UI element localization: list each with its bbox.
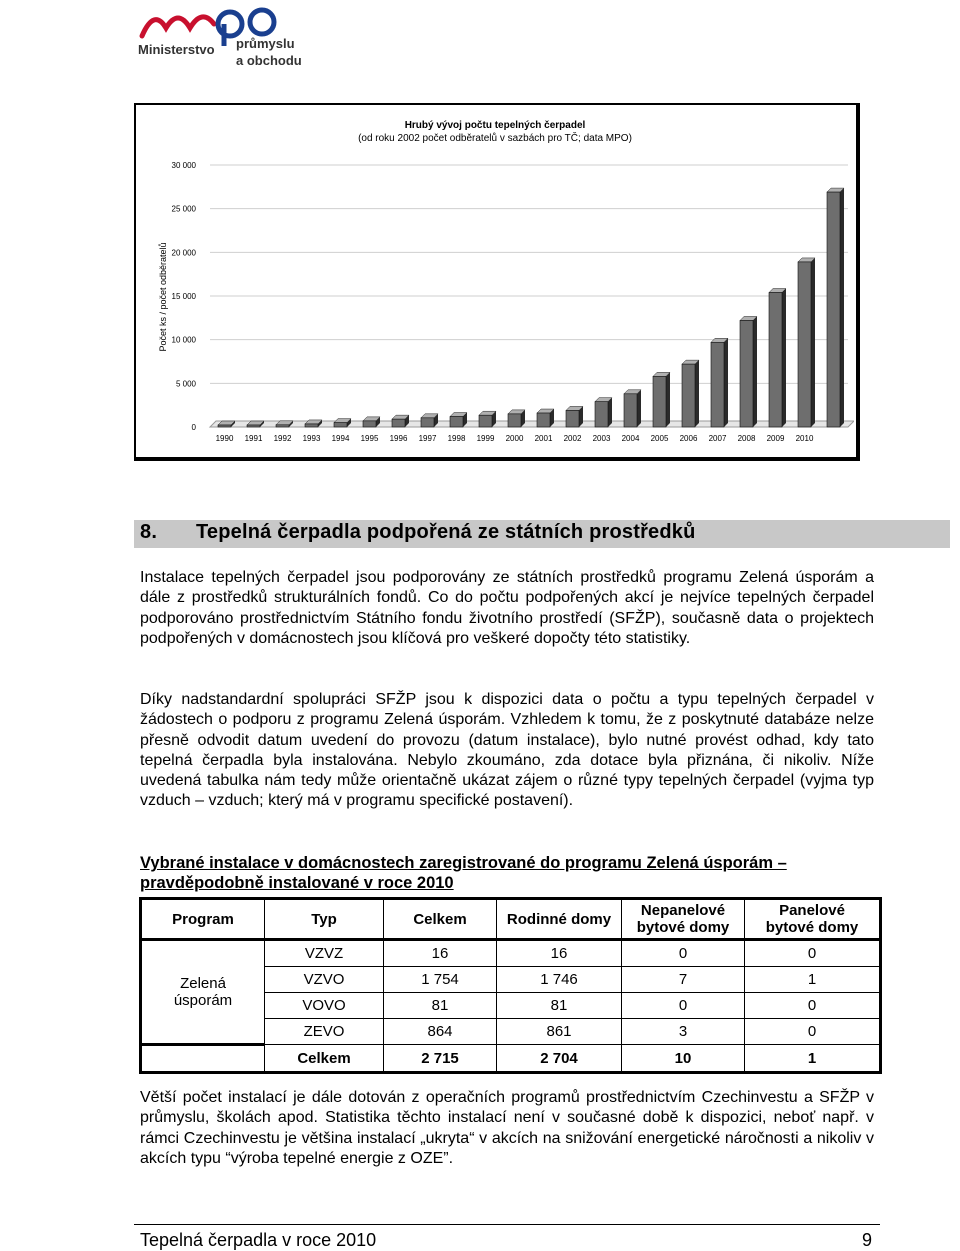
footer-title: Tepelná čerpadla v roce 2010 bbox=[140, 1230, 377, 1250]
bar-side bbox=[608, 398, 612, 427]
y-tick-label: 20 000 bbox=[171, 248, 196, 258]
chart-subtitle: (od roku 2002 počet odběratelů v sazbách pro TČ; data MPO) bbox=[358, 133, 632, 144]
cell-nepanelove: 0 bbox=[622, 940, 745, 967]
bar bbox=[711, 338, 728, 427]
bar-front bbox=[392, 419, 405, 427]
x-tick-label: 2002 bbox=[563, 434, 582, 443]
chart-y-axis-label: Počet ks / počet odběratelů bbox=[158, 242, 168, 352]
section-number: 8. bbox=[140, 521, 158, 543]
bar-front bbox=[334, 423, 347, 427]
bar-front bbox=[566, 410, 579, 427]
x-tick-label: 1993 bbox=[302, 434, 321, 443]
y-tick-label: 0 bbox=[191, 423, 196, 432]
cell-panelove: 0 bbox=[745, 940, 881, 967]
bar-front bbox=[305, 424, 318, 427]
bar-side bbox=[724, 338, 728, 427]
x-tick-label: 2006 bbox=[679, 434, 698, 443]
x-tick-label: 1998 bbox=[447, 434, 466, 443]
cell-typ: VZVZ bbox=[265, 940, 384, 967]
y-tick-label: 10 000 bbox=[171, 335, 196, 345]
bar-front bbox=[653, 376, 666, 427]
cell-nepanelove: 10 bbox=[622, 1045, 745, 1073]
header-celkem: Celkem bbox=[384, 899, 497, 940]
bar bbox=[566, 406, 583, 427]
bar-front bbox=[798, 262, 811, 427]
x-tick-label: 1990 bbox=[215, 434, 234, 443]
header-program: Program bbox=[141, 899, 265, 940]
bar-side bbox=[840, 188, 844, 427]
bar bbox=[827, 188, 844, 427]
bar-side bbox=[637, 390, 641, 427]
bar bbox=[392, 415, 409, 427]
x-tick-label: 1991 bbox=[244, 434, 263, 443]
cell-panelove: 1 bbox=[745, 967, 881, 993]
bar-front bbox=[769, 293, 782, 427]
x-tick-label: 1992 bbox=[273, 434, 292, 443]
cell-celkem: 864 bbox=[384, 1019, 497, 1045]
cell-celkem: 2 715 bbox=[384, 1045, 497, 1073]
bar-front bbox=[624, 394, 637, 427]
x-tick-label: 1997 bbox=[418, 434, 437, 443]
cell-celkem: 81 bbox=[384, 993, 497, 1019]
cell-typ: VOVO bbox=[265, 993, 384, 1019]
table-total-row bbox=[141, 1045, 881, 1073]
x-tick-label: 2010 bbox=[795, 434, 814, 443]
cell-typ: Celkem bbox=[265, 1045, 384, 1073]
bar-side bbox=[666, 372, 670, 427]
bar bbox=[624, 390, 641, 427]
mpo-logo bbox=[134, 6, 304, 72]
section-heading bbox=[140, 521, 696, 544]
table-row bbox=[141, 940, 881, 967]
bar-chart bbox=[136, 105, 854, 455]
bar-front bbox=[247, 425, 260, 427]
bar-front bbox=[276, 425, 289, 427]
bar-front bbox=[595, 402, 608, 427]
bar bbox=[682, 360, 699, 427]
bar-front bbox=[450, 417, 463, 427]
bar bbox=[740, 316, 757, 427]
header-panelove-line2: bytové domy bbox=[765, 919, 859, 936]
bar bbox=[508, 410, 525, 427]
cell-panelove: 0 bbox=[745, 1019, 881, 1045]
x-tick-label: 2008 bbox=[737, 434, 756, 443]
bar bbox=[595, 398, 612, 427]
bar-side bbox=[753, 316, 757, 427]
bar-front bbox=[537, 413, 550, 427]
bar-side bbox=[695, 360, 699, 427]
cell-rodinne: 2 704 bbox=[497, 1045, 622, 1073]
x-tick-label: 2009 bbox=[766, 434, 785, 443]
bar bbox=[537, 409, 554, 427]
y-tick-label: 15 000 bbox=[171, 292, 196, 301]
x-tick-label: 2007 bbox=[708, 434, 727, 443]
chart-frame bbox=[134, 103, 860, 461]
header-nepanelove-line1: Nepanelové bbox=[640, 902, 726, 919]
cell-typ: VZVO bbox=[265, 967, 384, 993]
table-heading: Vybrané instalace v domácnostech zaregistrované do programu Zelená úsporám – pravděpodobně instalované v roce 2010 bbox=[140, 854, 787, 892]
cell-typ: ZEVO bbox=[265, 1019, 384, 1045]
installations-table bbox=[139, 897, 882, 1074]
header-rodinne-domy: Rodinné domy bbox=[497, 899, 622, 940]
y-tick-label: 25 000 bbox=[171, 204, 196, 214]
x-tick-label: 2003 bbox=[592, 434, 611, 443]
header-nepanelove-line2: bytové domy bbox=[636, 919, 730, 936]
x-tick-label: 2004 bbox=[621, 434, 640, 443]
bar-front bbox=[363, 421, 376, 427]
bar bbox=[479, 411, 496, 427]
program-cell bbox=[141, 940, 265, 1045]
bar-side bbox=[811, 258, 815, 427]
bar-front bbox=[827, 192, 840, 427]
cell-rodinne: 81 bbox=[497, 993, 622, 1019]
header-panelove bbox=[745, 899, 881, 940]
footer-divider bbox=[134, 1224, 880, 1225]
bar-front bbox=[682, 364, 695, 427]
bar-front bbox=[508, 414, 521, 427]
x-tick-label: 1994 bbox=[331, 434, 350, 443]
bar-front bbox=[218, 425, 231, 427]
cell-rodinne: 861 bbox=[497, 1019, 622, 1045]
cell-nepanelove: 0 bbox=[622, 993, 745, 1019]
program-name-line2: úsporám bbox=[173, 992, 233, 1009]
header-panelove-line1: Panelové bbox=[779, 902, 845, 919]
cell-celkem: 1 754 bbox=[384, 967, 497, 993]
bar-front bbox=[479, 415, 492, 427]
cell-blank bbox=[141, 1045, 265, 1073]
cell-panelove: 0 bbox=[745, 993, 881, 1019]
x-tick-label: 1996 bbox=[389, 434, 408, 443]
x-tick-label: 2005 bbox=[650, 434, 669, 443]
bar bbox=[421, 414, 438, 427]
table-header-row bbox=[141, 899, 881, 940]
bar bbox=[363, 417, 380, 427]
x-tick-label: 1999 bbox=[476, 434, 495, 443]
section-title: Tepelná čerpadla podpořená ze státních prostředků bbox=[196, 521, 696, 543]
cell-rodinne: 1 746 bbox=[497, 967, 622, 993]
bar-front bbox=[421, 418, 434, 427]
bar-front bbox=[711, 342, 724, 427]
x-tick-label: 1995 bbox=[360, 434, 379, 443]
cell-rodinne: 16 bbox=[497, 940, 622, 967]
cell-celkem: 16 bbox=[384, 940, 497, 967]
y-tick-label: 5 000 bbox=[175, 379, 196, 389]
paragraph-3: Větší počet instalací je dále dotován z operačních programů prostřednictvím Czechinvestu a SFŽP v průmyslu, školách apod. Statistika těchto instalací není v současné době k dispozici, neboť např. v rámci Czechinvestu je většina instalací „ukryta“ v akcích na snižování energetické náročnosti a nikoliv v akcích typu “výroba tepelné energie z OZE”. bbox=[140, 1089, 874, 1167]
bar bbox=[450, 413, 467, 427]
header-typ: Typ bbox=[265, 899, 384, 940]
page-number: 9 bbox=[862, 1230, 873, 1250]
bar bbox=[769, 289, 786, 427]
bar bbox=[653, 372, 670, 427]
header-nepanelove bbox=[622, 899, 745, 940]
paragraph-1: Instalace tepelných čerpadel jsou podporovány ze státních prostředků programu Zelená úsporám a dále z prostředků strukturálních fondů. Co do počtu podpořených akcí je nejvíce tepelných čerpadel podporováno prostřednictvím Státního fondu životního prostředí (SFŽP), současně data o projektech podpořených v domácnostech jsou klíčová pro veškeré dopočty této statistiky. bbox=[140, 569, 874, 647]
x-tick-label: 2000 bbox=[505, 434, 524, 443]
y-tick-label: 30 000 bbox=[171, 161, 196, 170]
bar-side bbox=[782, 289, 786, 427]
x-tick-label: 2001 bbox=[534, 434, 553, 443]
bar-front bbox=[740, 320, 753, 427]
logo-line-1: Ministerstvo bbox=[138, 42, 215, 57]
paragraph-2: Díky nadstandardní spolupráci SFŽP jsou k dispozici data o počtu a typu tepelných čerpadel v žádostech o podporu z programu Zelená úsporám. Vzhledem k tomu, že z poskytnuté databáze nelze přesně odvodit datum uvedení do provozu (datum instalace), bylo nutné provést odhad, kdy tato tepelná čerpadla byla instalována. Nebylo zkoumáno, zda dotace byla přiznána, či nikoliv. Níže uvedená tabulka nám tedy může orientačně ukázat zájem o různé typy tepelných čerpadel (vyjma typ vzduch – vzduch; který má v programu specifické postavení). bbox=[140, 691, 874, 810]
bar bbox=[798, 258, 815, 427]
cell-nepanelove: 3 bbox=[622, 1019, 745, 1045]
logo-line-3: a obchodu bbox=[236, 53, 302, 68]
program-name-line1: Zelená bbox=[180, 975, 226, 992]
cell-nepanelove: 7 bbox=[622, 967, 745, 993]
logo-line-2: průmyslu bbox=[236, 36, 295, 51]
cell-panelove: 1 bbox=[745, 1045, 881, 1073]
chart-title: Hrubý vývoj počtu tepelných čerpadel bbox=[404, 120, 586, 131]
